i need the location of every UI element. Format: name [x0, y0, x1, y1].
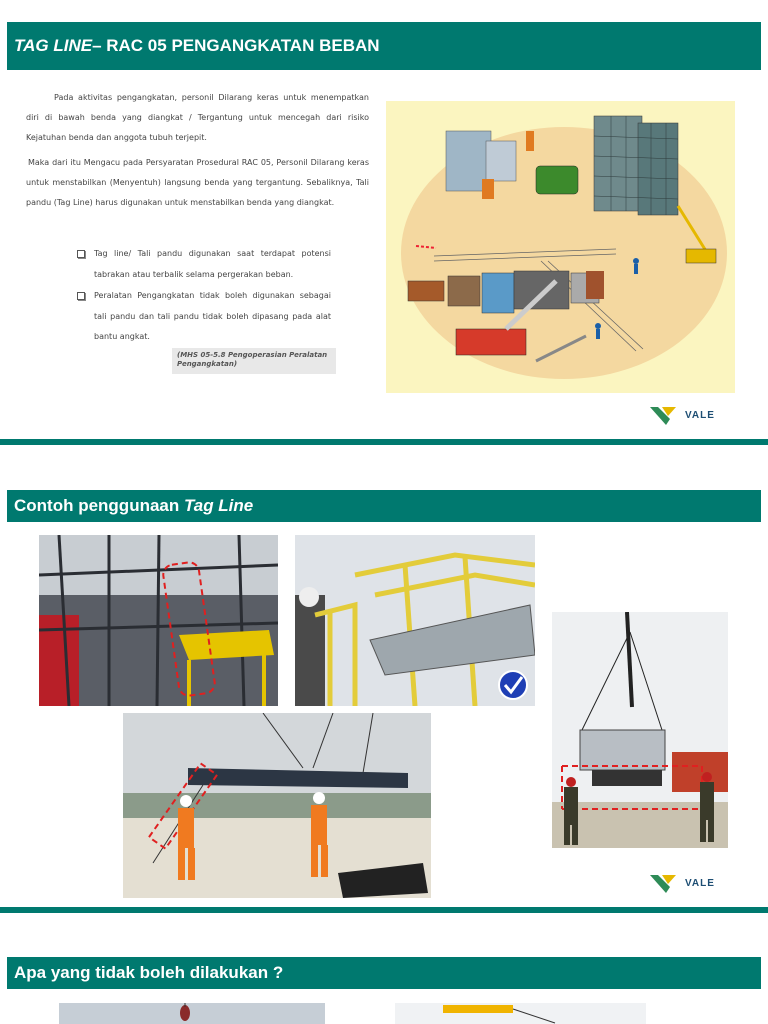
vale-logo-icon-2: [650, 873, 682, 893]
vale-logo-2: [650, 873, 715, 893]
slide2-title-banner: [7, 490, 761, 522]
photo-slide3-left: [59, 1003, 325, 1024]
bullet-checkbox-1: [77, 250, 85, 258]
photo-steel-structure: [39, 535, 278, 706]
vale-logo-icon: [650, 405, 682, 425]
photo-railing-lift: [295, 535, 535, 706]
slide1-paragraph-1: Pada aktivitas pengangkatan, personil Dilarang keras untuk menempatkan diri di bawah benda yang diangkat / Tergantung untuk mencegah dari risiko Kejatuhan benda dan anggota tubuh terjepit.: [26, 93, 369, 142]
slide1-bullet-1: Tag line/ Tali pandu digunakan saat terdapat potensi tabrakan atau terbalik selama pergerakan beban.: [94, 249, 331, 279]
slide3-title: Apa yang tidak boleh dilakukan ?: [14, 963, 284, 982]
vale-logo: [650, 405, 715, 425]
slide-divider-1: [0, 439, 768, 445]
slide3-title-banner: [7, 957, 761, 989]
bullet-checkbox-2: [77, 292, 85, 300]
slide-divider-2: [0, 907, 768, 913]
reference-note: (MHS 05-5.8 Pengoperasian Peralatan Pengangkatan): [172, 348, 336, 374]
photo-workers-tagline-beam: [123, 713, 431, 898]
slide1-title: TAG LINE– RAC 05 PENGANGKATAN BEBAN: [14, 36, 380, 55]
vale-logo-text-2: VALE: [685, 877, 715, 889]
photo-container-lift: [552, 612, 728, 848]
slide2-title: Contoh penggunaan Tag Line: [14, 496, 254, 515]
slide1-bullet-2: Peralatan Pengangkatan tidak boleh digunakan sebagai tali pandu dan tali pandu tidak boleh dipasang pada alat bantu angkat.: [94, 291, 331, 341]
slide1-title-banner: [7, 22, 761, 70]
vale-logo-text: VALE: [685, 409, 715, 421]
photo-slide3-right: [395, 1003, 646, 1024]
lifting-site-illustration: [386, 101, 735, 393]
slide1-paragraph-2: Maka dari itu Mengacu pada Persyaratan Prosedural RAC 05, Personil Dilarang keras untuk menstabilkan (Menyentuh) langsung benda yang tergantung. Sebaliknya, Tali pandu (Tag Line) harus digunakan untuk menstabilkan benda yang diangkat.: [26, 158, 369, 207]
